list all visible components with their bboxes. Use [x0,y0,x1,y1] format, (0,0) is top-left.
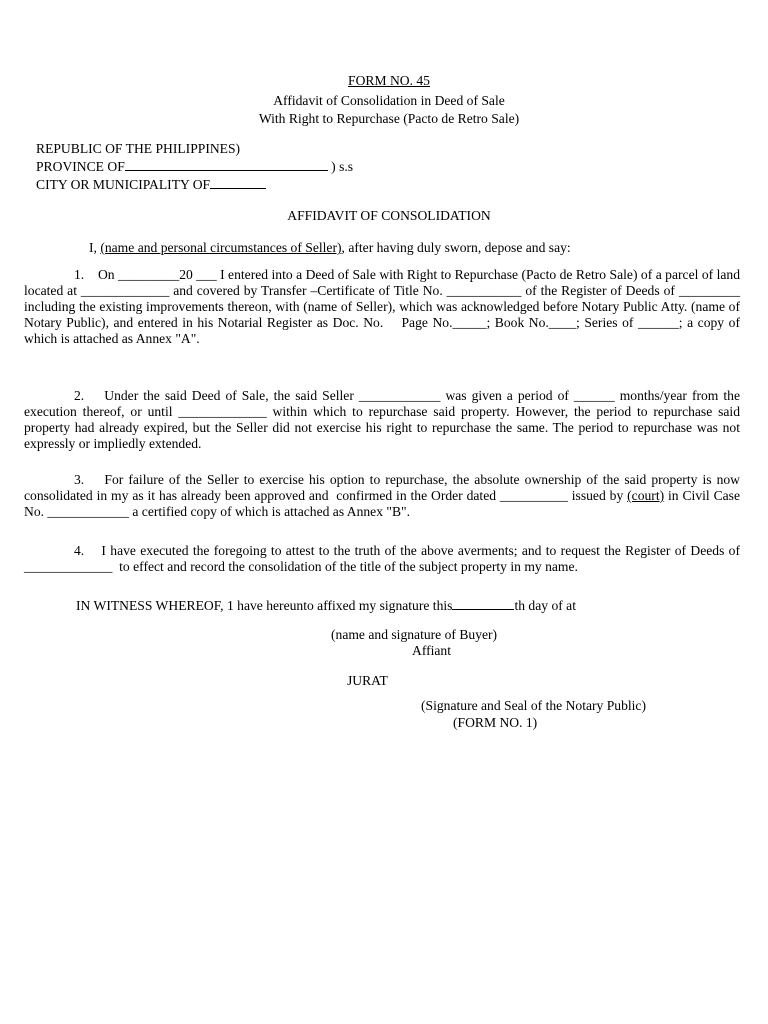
witness-clause: IN WITNESS WHEREOF, 1 have hereunto affixed my signature this th day of at [76,598,576,613]
court-placeholder: (court) [627,488,665,503]
paragraph-3: 3. For failure of the Seller to exercise his option to repurchase, the absolute ownership of the said property is now consolidated in my as it has already been approved and confirmed in the Order dated __________ issued by (court) in Civil Case No. ____________ a certified copy of which is attached as Annex "B". [24,472,741,519]
notary-signature: (Signature and Seal of the Notary Public) [421,698,646,713]
form-title-line2: With Right to Repurchase (Pacto de Retro Sale) [258,111,520,126]
intro-statement: I, (name and personal circumstances of Seller), after having duly sworn, depose and say: [89,240,571,255]
affiant-label: Affiant [412,643,452,658]
venue-province: PROVINCE OF ) s.s [36,159,354,174]
venue-republic: REPUBLIC OF THE PHILIPPINES) [36,141,241,156]
seller-name-placeholder: (name and personal circumstances of Seller) [100,240,342,255]
province-blank [125,159,328,171]
affidavit-title: AFFIDAVIT OF CONSOLIDATION [287,208,491,223]
notary-form-ref: (FORM NO. 1) [453,715,538,730]
signature-name: (name and signature of Buyer) [331,627,498,642]
form-title-line1: Affidavit of Consolidation in Deed of Sale [273,93,505,108]
paragraph-2: 2. Under the said Deed of Sale, the said Seller ____________ was given a period of ______ months/year from the execution thereof, or until _____________ within which to repurchase said property. However, the period to repurchase said property had already expired, but the Seller did not exercise his right to repurchase the same. The period to repurchase was not expressly or impliedly extended. [24,388,740,451]
form-number: FORM NO. 45 [348,73,430,88]
day-blank [452,598,514,610]
jurat-heading: JURAT [347,673,388,688]
venue-city: CITY OR MUNICIPALITY OF [36,177,266,193]
paragraph-1: 1. On _________20 ___ I entered into a Deed of Sale with Right to Repurchase (Pacto de Retro Sale) of a parcel of land located at _____________ and covered by Transfer –Certificate of Title No. ___________ of the Register of Deeds of _________ including the existing improvements thereon, with (name of Seller), which was acknowledged before Notary Public Atty. (name of Notary Public), and entered in his Notarial Register as Doc. No. Page No._____; Book No.____; Series of ______; a copy of which is attached as Annex "A". [24,267,740,346]
city-blank [210,177,266,189]
paragraph-4: 4. I have executed the foregoing to attest to the truth of the above averments; and to request the Register of Deeds of _____________ to effect and record the consolidation of the title of the subject property in my name. [24,543,740,574]
